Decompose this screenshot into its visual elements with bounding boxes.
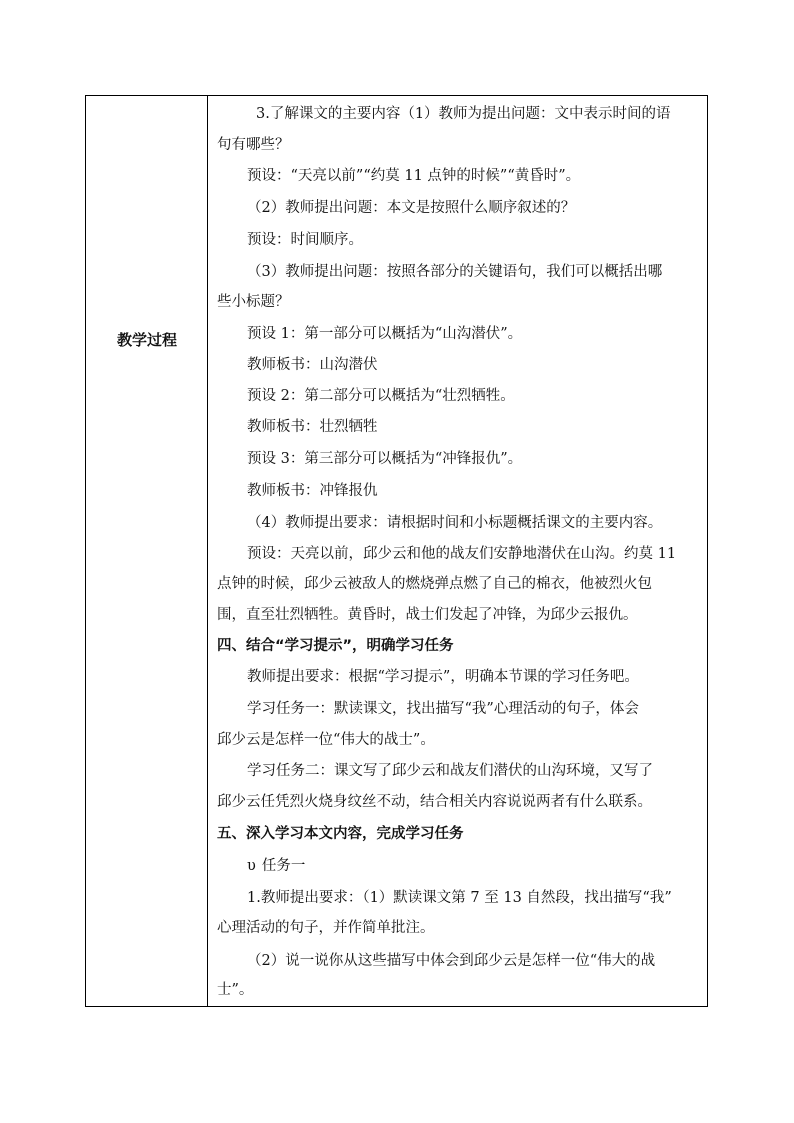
label-cell xyxy=(86,96,208,1006)
bullet-icon: υ xyxy=(247,858,256,874)
text-line: 预设：时间顺序。 xyxy=(247,232,363,248)
text-line: 教师板书：冲锋报仇 xyxy=(247,483,378,499)
text-line: 教师板书：壮烈牺牲 xyxy=(247,419,378,435)
text-line: （3）教师提出问题：按照各部分的关键语句，我们可以概括出哪 xyxy=(247,264,663,280)
text-line: 些小标题？ xyxy=(217,294,290,310)
section-heading: 五、深入学习本文内容，完成学习任务 xyxy=(217,826,464,842)
task-label: 任务一 xyxy=(261,858,306,874)
lesson-table xyxy=(85,95,708,1007)
text-line: 教师板书：山沟潜伏 xyxy=(247,357,378,373)
text-line: 教师提出要求：根据“学习提示”，明确本节课的学习任务吧。 xyxy=(247,669,639,685)
text-line: （2）说一说你从这些描写中体会到邱少云是怎样一位“伟大的战 xyxy=(247,953,656,969)
text-line: （2）教师提出问题：本文是按照什么顺序叙述的？ xyxy=(247,200,576,216)
section-heading: 四、结合“学习提示”，明确学习任务 xyxy=(217,638,454,654)
text-line: 预设：“天亮以前”“约莫 11 点钟的时候”“黄昏时”。 xyxy=(247,168,581,184)
text-line: 围，直至壮烈牺牲。黄昏时，战士们发起了冲锋，为邱少云报仇。 xyxy=(217,607,638,623)
text-line: 句有哪些？ xyxy=(217,137,290,153)
text-line: 点钟的时候，邱少云被敌人的燃烧弹点燃了自己的棉衣，他被烈火包 xyxy=(217,576,652,592)
text-line: 学习任务二：课文写了邱少云和战友们潜伏的山沟环境，又写了 xyxy=(247,763,653,779)
text-line: 邱少云任凭烈火烧身纹丝不动，结合相关内容说说两者有什么联系。 xyxy=(217,794,652,810)
text-line: 预设 2：第二部分可以概括为“壮烈牺牲。 xyxy=(247,388,515,404)
text-line: 心理活动的句子，并作简单批注。 xyxy=(217,920,435,936)
text-line: 预设 3：第三部分可以概括为“冲锋报仇”。 xyxy=(247,451,523,467)
text-line: 士”。 xyxy=(217,982,254,998)
text-line: 3.了解课文的主要内容（1）教师为提出问题：文中表示时间的语 xyxy=(256,106,671,122)
text-line: 学习任务一：默读课文，找出描写“我”心理活动的句子，体会 xyxy=(247,701,639,717)
text-line: 预设 1：第一部分可以概括为“山沟潜伏”。 xyxy=(247,326,523,342)
text-line: 预设：天亮以前，邱少云和他的战友们安静地潜伏在山沟。约莫 11 xyxy=(247,546,677,562)
row-label: 教学过程 xyxy=(116,331,177,349)
text-line: （4）教师提出要求：请根据时间和小标题概括课文的主要内容。 xyxy=(247,515,663,531)
text-line: 邱少云是怎样一位“伟大的战士”。 xyxy=(217,732,435,748)
task-item xyxy=(247,856,702,876)
content-cell xyxy=(208,96,708,1006)
text-line: 1.教师提出要求：（1）默读课文第 7 至 13 自然段，找出描写“我” xyxy=(247,890,672,906)
